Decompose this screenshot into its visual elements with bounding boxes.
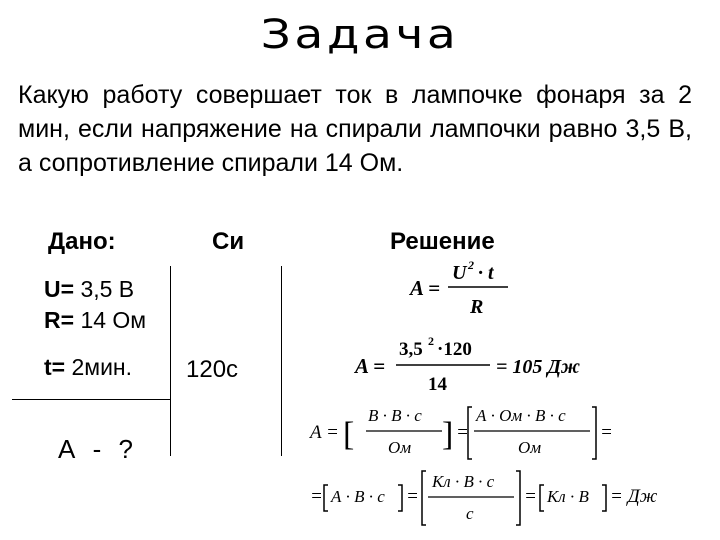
- time-value: 2мин.: [71, 354, 133, 380]
- solution-formulas: [300, 255, 710, 535]
- f4-eq3: =: [524, 486, 537, 507]
- f4-group1: А · В · с: [331, 487, 385, 506]
- formula-units-1: [308, 406, 613, 459]
- f3-lhs: A =: [310, 422, 339, 443]
- f2-num-exp: 2: [428, 334, 434, 348]
- f4-g2-right: [516, 471, 520, 525]
- f4-g1-right: [398, 485, 402, 511]
- f3-bracket-close: ]: [442, 416, 454, 453]
- f3-eq: =: [456, 422, 469, 443]
- f4-result: = Дж: [610, 486, 658, 507]
- f4-g1-left: [324, 485, 328, 511]
- f1-num-u: U: [452, 262, 467, 284]
- f2-den: 14: [428, 374, 447, 395]
- f2-lhs: A =: [355, 354, 386, 378]
- given-voltage: [44, 274, 134, 304]
- f3-bracket2-right: [592, 407, 596, 459]
- f4-frac-num: Кл · В · с: [432, 472, 495, 491]
- solution-header: Решение: [390, 228, 495, 255]
- problem-statement: Какую работу совершает ток в лампочке фонаря за 2 мин, если напряжение на спирали лампочки равно 3,5 В, а сопротивление спирали 14 Ом.: [18, 81, 692, 177]
- f2-num-rest: ·120: [437, 339, 472, 360]
- f3-frac1-den: Ом: [388, 438, 412, 457]
- formula-units-2: [310, 471, 658, 525]
- f2-num-base: 3,5: [399, 339, 423, 360]
- f1-lhs: A =: [410, 276, 441, 300]
- voltage-label: U=: [44, 276, 75, 302]
- page-title: Задача: [260, 12, 460, 58]
- f3-bracket2-left: [468, 407, 472, 459]
- f3-tail: =: [600, 422, 613, 443]
- f4-g3-left: [540, 485, 544, 511]
- f3-frac2-den: Ом: [518, 438, 542, 457]
- f3-frac1-num: В · В · с: [368, 406, 422, 425]
- f4-frac-den: с: [466, 504, 474, 523]
- f1-den: R: [470, 296, 484, 318]
- voltage-value: 3,5 В: [80, 276, 135, 302]
- given-resistance: [44, 305, 146, 335]
- given-divider: [170, 266, 171, 456]
- given-time: [44, 352, 132, 382]
- time-label: t=: [44, 354, 66, 380]
- f4-eq2: =: [406, 486, 419, 507]
- f4-group3: Кл · В: [547, 487, 589, 506]
- f3-frac2-num: А · Ом · В · с: [476, 406, 566, 425]
- time-si-value: 120с: [186, 356, 239, 383]
- formula-work-general: [408, 258, 508, 318]
- f4-g3-right: [602, 485, 606, 511]
- given-underline: [12, 399, 171, 400]
- si-header: Си: [212, 228, 245, 255]
- formula-work-numeric: [353, 334, 580, 395]
- unknown-quantity: А - ?: [58, 434, 138, 464]
- si-divider: [281, 266, 282, 456]
- f1-num-exp: 2: [468, 258, 474, 272]
- resistance-label: R=: [44, 307, 75, 333]
- f2-result: = 105 Дж: [496, 356, 581, 378]
- f4-eq1: =: [310, 486, 323, 507]
- f1-num-rest: · t: [478, 262, 494, 284]
- f3-bracket-open: [: [343, 416, 355, 453]
- given-header: Дано:: [48, 228, 116, 255]
- f4-g2-left: [422, 471, 426, 525]
- resistance-value: 14 Ом: [80, 307, 147, 333]
